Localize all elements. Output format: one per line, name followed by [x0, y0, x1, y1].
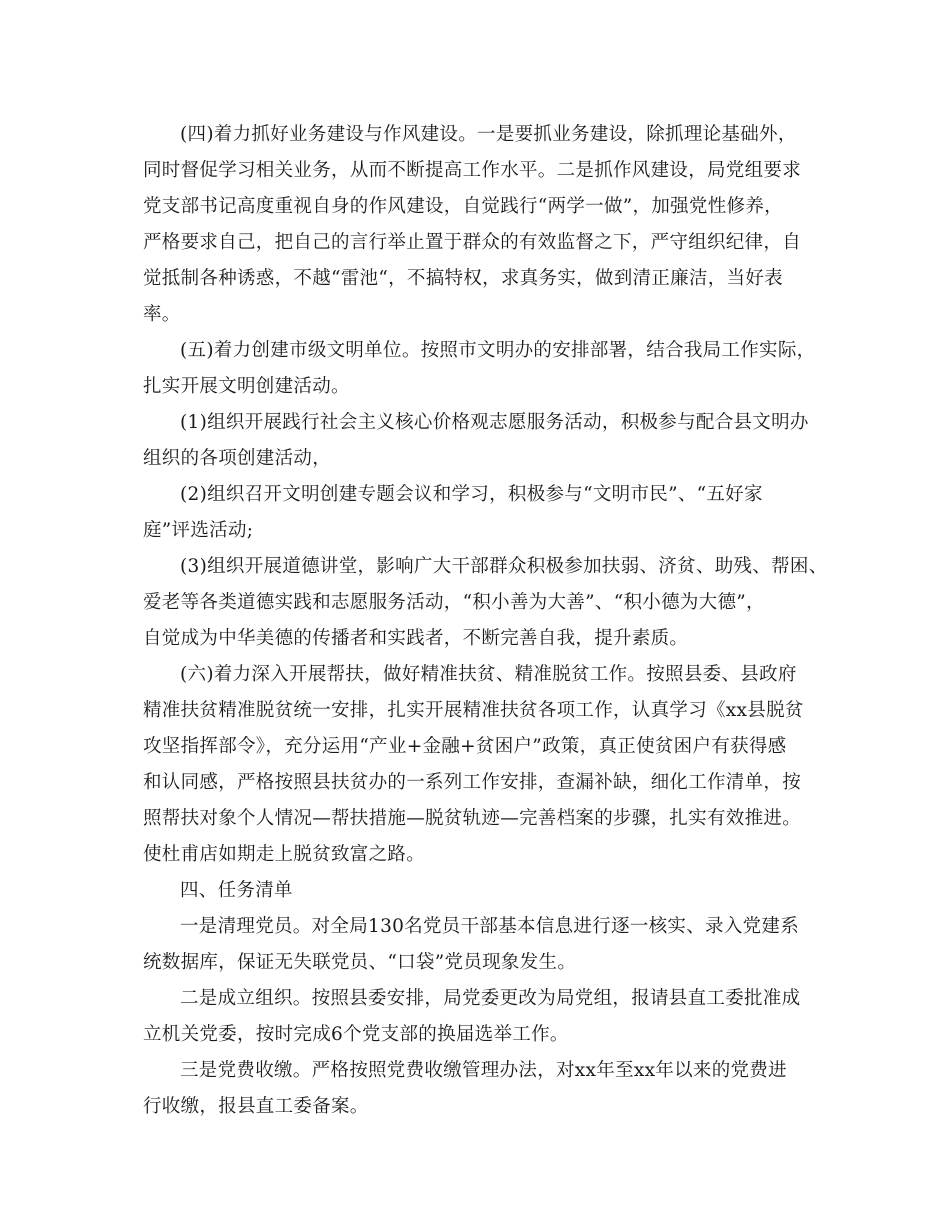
text-line: (六)着力深入开展帮扶，做好精准扶贫、精准脱贫工作。按照县委、县政府 — [180, 664, 797, 685]
text-line: (四)着力抓好业务建设与作风建设。一是要抓业务建设，除抓理论基础外， — [180, 124, 797, 145]
paragraph-item-2 — [143, 477, 823, 549]
text-line: 率。 — [143, 304, 181, 325]
text-line: 二是成立组织。按照县委安排，局党委更改为局党组，报请县直工委批准成 — [180, 988, 801, 1009]
text-line: 严格要求自己，把自己的言行举止置于群众的有效监督之下，严守组织纪律，自 — [143, 232, 802, 253]
paragraph-poverty-alleviation — [143, 657, 823, 873]
text-line: (3)组织开展道德讲堂，影响广大干部群众积极参加扶弱、济贫、助残、帮困、 — [180, 556, 828, 577]
text-line: 使杜甫店如期走上脱贫致富之路。 — [143, 844, 426, 865]
paragraph-task-3 — [143, 1053, 823, 1125]
text-line: 同时督促学习相关业务，从而不断提高工作水平。二是抓作风建设，局党组要求 — [143, 160, 802, 181]
text-line: 立机关党委，按时完成6个党支部的换届选举工作。 — [143, 1024, 569, 1045]
text-line: 觉抵制各种诱惑，不越“雷池“，不搞特权，求真务实，做到清正廉洁，当好表 — [143, 268, 783, 289]
text-line: 一是清理党员。对全局130名党员干部基本信息进行逐一核实、录入党建系 — [180, 916, 800, 937]
paragraph-task-1 — [143, 909, 823, 981]
text-line: 庭”评选活动; — [143, 520, 254, 541]
text-line: 三是党费收缴。严格按照党费收缴管理办法，对xx年至xx年以来的党费进 — [180, 1060, 787, 1081]
text-line: 党支部书记高度重视自身的作风建设，自觉践行“两学一做”，加强党性修养， — [143, 196, 783, 217]
text-line: 扎实开展文明创建活动。 — [143, 376, 350, 397]
paragraph-work-style — [143, 117, 823, 333]
paragraph-task-2 — [143, 981, 823, 1053]
paragraph-item-1 — [143, 405, 823, 477]
section-heading: 四、任务清单 — [180, 880, 293, 901]
section-heading-task-list — [143, 873, 823, 909]
text-line: (2)组织召开文明创建专题会议和学习，积极参与“文明市民”、“五好家 — [180, 484, 763, 505]
text-line: 和认同感，严格按照县扶贫办的一系列工作安排，查漏补缺，细化工作清单，按 — [143, 772, 802, 793]
text-line: 行收缴，报县直工委备案。 — [143, 1096, 369, 1117]
text-line: 照帮扶对象个人情况—帮扶措施—脱贫轨迹—完善档案的步骤，扎实有效推进。 — [143, 808, 802, 829]
text-line: 统数据库，保证无失联党员、“口袋”党员现象发生。 — [143, 952, 577, 973]
paragraph-civilized-unit — [143, 333, 823, 405]
text-line: 爱老等各类道德实践和志愿服务活动，“积小善为大善”、“积小德为大德”， — [143, 592, 765, 613]
text-line: 自觉成为中华美德的传播者和实践者，不断完善自我，提升素质。 — [143, 628, 689, 649]
text-line: (五)着力创建市级文明单位。按照市文明办的安排部署，结合我局工作实际， — [180, 340, 816, 361]
paragraph-item-3 — [143, 549, 828, 657]
text-line: 组织的各项创建活动， — [143, 448, 332, 469]
text-line: 攻坚指挥部令》，充分运用“产业+金融+贫困户”政策，真正使贫困户有获得感 — [143, 736, 787, 757]
text-line: 精准扶贫精准脱贫统一安排，扎实开展精准扶贫各项工作，认真学习《xx县脱贫 — [143, 700, 804, 721]
document-page — [143, 117, 828, 1125]
text-line: (1)组织开展践行社会主义核心价格观志愿服务活动，积极参与配合县文明办 — [180, 412, 809, 433]
